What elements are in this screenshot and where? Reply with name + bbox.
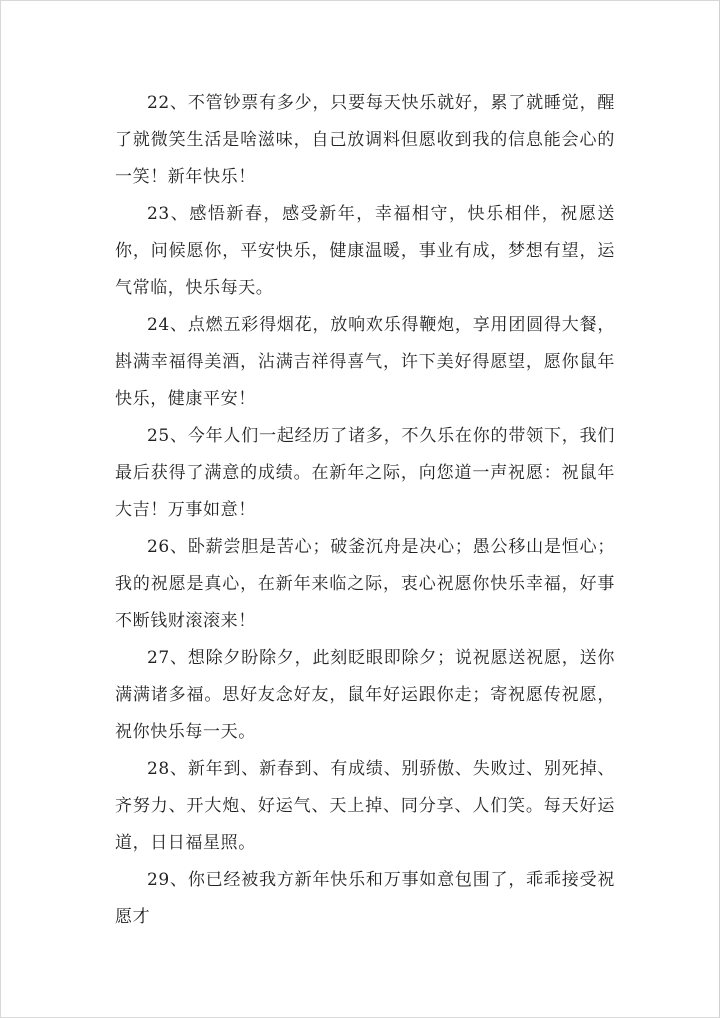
paragraph-28: 28、新年到、新春到、有成绩、别骄傲、失败过、别死掉、齐努力、开大炮、好运气、天上掉、同分享、人们笑。每天好运道，日日福星照。 [115,759,615,853]
paragraph-22: 22、不管钞票有多少，只要每天快乐就好，累了就睡觉，醒了就微笑生活是啥滋味，自己放调料但愿收到我的信息能会心的一笑！新年快乐！ [115,93,615,187]
paragraph-27: 27、想除夕盼除夕，此刻眨眼即除夕；说祝愿送祝愿，送你满满诸多福。思好友念好友，鼠年好运跟你走；寄祝愿传祝愿，祝你快乐每一天。 [115,648,615,742]
paragraph-23: 23、感悟新春，感受新年，幸福相守，快乐相伴，祝愿送你，问候愿你，平安快乐，健康温暖，事业有成，梦想有望，运气常临，快乐每天。 [115,204,615,298]
document-body [115,85,615,936]
paragraph-26: 26、卧薪尝胆是苦心；破釜沉舟是决心；愚公移山是恒心；我的祝愿是真心，在新年来临之际，衷心祝愿你快乐幸福，好事不断钱财滚滚来！ [115,537,615,631]
paragraph-24: 24、点燃五彩得烟花，放响欢乐得鞭炮，享用团圆得大餐，斟满幸福得美酒，沾满吉祥得喜气，许下美好得愿望，愿你鼠年快乐，健康平安！ [115,315,615,409]
paragraph-25: 25、今年人们一起经历了诸多，不久乐在你的带领下，我们最后获得了满意的成绩。在新年之际，向您道一声祝愿：祝鼠年大吉！万事如意！ [115,426,615,520]
paragraph-29: 29、你已经被我方新年快乐和万事如意包围了，乖乖接受祝愿才 [115,870,615,927]
